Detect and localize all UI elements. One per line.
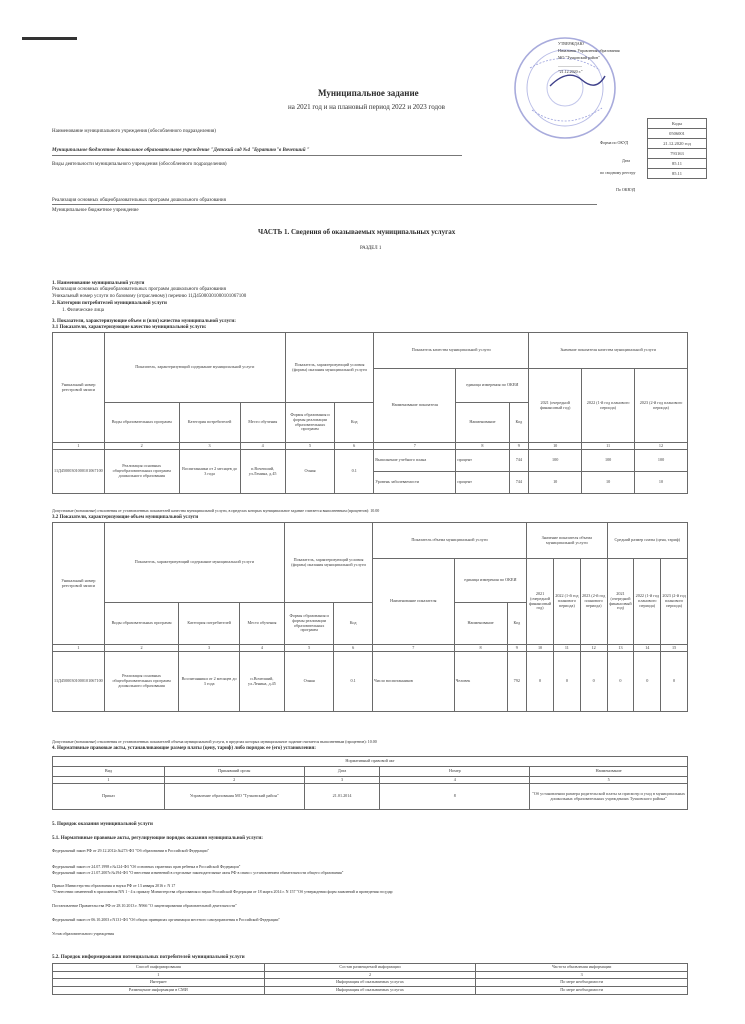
doc-title: Муниципальное задание: [318, 88, 419, 98]
header-cell: 2022 (1-й год планового периода): [582, 369, 635, 443]
table-cell: 0: [634, 652, 661, 712]
header-cell: Дата: [304, 767, 380, 777]
col-number: 12: [580, 645, 607, 652]
table-cell: Человек: [454, 652, 507, 712]
codes-header: Коды: [648, 119, 707, 129]
header-cell: Показатель объема муниципальной услуги: [372, 523, 526, 559]
header-cell: Наименование показателя: [372, 559, 454, 645]
col-number: 9: [507, 645, 527, 652]
code-cell: 0506001: [648, 129, 707, 139]
code-cell: 793163: [648, 149, 707, 159]
s51-title: 5.1. Нормативные правовые акты, регулирующие порядок оказания муниципальной услуги:: [52, 836, 263, 841]
law-line: Устав образовательного учреждения: [52, 931, 114, 936]
deviation-note: Допустимые (возможные) отклонения от установленных показателей качества муниципальной услуги, в пределах которых муниципальное задание считается выполненным (процентов): 10.00: [52, 508, 380, 513]
section-title: РАЗДЕЛ 1: [360, 246, 382, 251]
table-cell: Интернет: [53, 979, 265, 987]
header-cell: Номер: [380, 767, 530, 777]
activity-value: Реализация основных общеобразовательных программ дошкольного образования: [52, 198, 226, 203]
unique-number: Уникальный номер услуги по базовому (отраслевому) перечню 11Д45000301000101067100: [52, 294, 247, 299]
col-number: 5: [285, 443, 334, 450]
quality-table: [52, 332, 688, 494]
approval-line: УТВЕРЖДАЮ: [558, 41, 584, 46]
table-cell: 10: [582, 472, 635, 494]
header-cell: Принявший орган: [164, 767, 304, 777]
header-cell: Место обучения: [240, 403, 285, 443]
header-cell: Код: [334, 603, 373, 645]
header-cell: Категория потребителей: [179, 403, 240, 443]
header-cell: Средний размер платы (цена, тариф): [607, 523, 688, 559]
table-cell: Реализация основных общеобразовательных программ дошкольного образования: [104, 450, 179, 494]
header-cell: Показатель качества муниципальной услуги: [374, 333, 529, 369]
header-cell: Виды образовательных программ: [104, 403, 179, 443]
col-number: 1: [53, 443, 105, 450]
col-number: 3: [476, 972, 688, 979]
col-number: 6: [334, 645, 373, 652]
law-line: Федеральный закон РФ от 29.12.2012г.№273-ФЗ "Об образовании в Российской Федерации": [52, 848, 210, 853]
table-cell: 100: [582, 450, 635, 472]
col-number: 7: [372, 645, 454, 652]
col-number: 2: [104, 645, 179, 652]
table-cell: 0: [527, 652, 554, 712]
table-cell: процент: [456, 472, 509, 494]
header-cell: Формы образования и формы реализации образовательных программ: [285, 403, 334, 443]
header-cell: единица измерения по ОКЕИ: [456, 369, 529, 403]
header-cell: Показатель, характеризующий содержание муниципальной услуги: [104, 333, 285, 403]
code-cell: 21.12.2020 год: [648, 139, 707, 149]
header-cell: Нормативный правовой акт: [53, 757, 688, 767]
col-number: 13: [607, 645, 634, 652]
header-cell: Уникальный номер реестровой записи: [53, 333, 105, 443]
header-cell: 2023 (2-й год планового периода): [580, 559, 607, 645]
law-line: Постановление Правительства РФ от 28.10.2013 г. N966 "О лицензировании образовательной деятельности": [52, 903, 237, 908]
header-cell: 2023 (2-й год планового периода): [635, 369, 688, 443]
part1-title: ЧАСТЬ 1. Сведения об оказываемых муниципальных услугах: [258, 228, 456, 236]
table-cell: п.Вочепший, ул.Ленина, д.45: [239, 652, 284, 712]
s1-title: 1. Наименование муниципальной услуги: [52, 281, 145, 286]
volume-table: [52, 522, 688, 712]
header-cell: 2021 (очередной финансовый год): [529, 369, 582, 443]
header-cell: Наименование показателя: [374, 369, 456, 443]
col-number: 1: [53, 972, 265, 979]
table-cell: 0: [554, 652, 581, 712]
table-cell: Информация об оказываемых услугах: [264, 987, 476, 995]
s2-value: 1. Физические лица: [62, 308, 104, 313]
table-cell: 0.1: [334, 652, 373, 712]
header-cell: Значение показателя объема муниципальной услуги: [527, 523, 607, 559]
col-number: 6: [335, 443, 374, 450]
header-cell: 2021 (очередной финансовый год): [607, 559, 634, 645]
col-number: 2: [104, 443, 179, 450]
table-cell: Очная: [285, 450, 334, 494]
law-line: Приказ Министерства образования и науки РФ от 13 января 2016 г. N 17: [52, 883, 176, 888]
header-cell: 2021 (очередной финансовый год): [527, 559, 554, 645]
table-cell: 792: [507, 652, 527, 712]
deviation-note-volume: Допустимые (возможные) отклонения от установленных показателей объема муниципальной услуги, в пределах которых муниципальное задание считается выполненным (процентов): 10.00: [52, 739, 377, 744]
code-cell: 85.11: [648, 159, 707, 169]
col-number: 4: [239, 645, 284, 652]
table-cell: Очная: [285, 652, 334, 712]
activity-label: Виды деятельности муниципального учреждения (обособленного подразделения): [52, 162, 227, 167]
table-cell: Воспитанники от 2 месяцев до 3 года: [179, 652, 240, 712]
header-cell: Состав размещаемой информации: [264, 964, 476, 972]
col-number: 4: [240, 443, 285, 450]
s4-title: 4. Нормативные правовые акты, устанавливающие размер платы (цену, тариф) либо порядок ее (его) установления:: [52, 746, 316, 751]
s1-value: Реализация основных общеобразовательных программ дошкольного образования: [52, 287, 226, 292]
header-cell: Показатель, характеризующий условия (формы) оказания муниципальной услуги: [285, 333, 373, 403]
col-number: 11: [554, 645, 581, 652]
table-cell: Приказ: [53, 784, 165, 810]
header-cell: 2022 (1-й год планового периода): [634, 559, 661, 645]
table-cell: Уровень заболеваемости: [374, 472, 456, 494]
col-number: 12: [635, 443, 688, 450]
table-cell: 0.1: [335, 450, 374, 494]
col-number: 8: [456, 443, 509, 450]
law-line: Федеральный закон от 24.07.1998 г.№124-ФЗ "Об основных гарантиях прав ребенка в Российской Федерации": [52, 864, 241, 869]
s52-title: 5.2. Порядок информирования потенциальных потребителей муниципальной услуги: [52, 955, 245, 960]
code-label: Дата: [622, 158, 630, 163]
header-cell: Частота обновления информации: [476, 964, 688, 972]
header-cell: 2023 (2-й год планового периода): [661, 559, 688, 645]
table-cell: 10: [529, 472, 582, 494]
col-number: 9: [509, 443, 529, 450]
col-number: 3: [179, 443, 240, 450]
table-cell: 100: [529, 450, 582, 472]
doc-subtitle: на 2021 год и на плановый период 2022 и 2023 годов: [288, 103, 445, 111]
table-cell: п.Вочепший, ул.Ленина, д.45: [240, 450, 285, 494]
table-cell: Информация об оказываемых услугах: [264, 979, 476, 987]
table-cell: 21.01.2014: [304, 784, 380, 810]
table-cell: 11Д45000301000101067100: [53, 450, 105, 494]
header-cell: 2022 (1-й год планового периода): [554, 559, 581, 645]
s31-title: 3.1 Показатели, характеризующие качество муниципальной услуги:: [52, 325, 207, 330]
s32-title: 3.2 Показатели, характеризующие объем муниципальной услуги: [52, 515, 199, 520]
header-cell: Формы образования и формы реализации образовательных программ: [285, 603, 334, 645]
table-cell: 0: [607, 652, 634, 712]
approval-line: МО "Тучковский район": [558, 55, 600, 60]
org-type: Муниципальное бюджетное учреждение: [52, 208, 139, 213]
header-cell: Код: [507, 603, 527, 645]
header-cell: Наименование: [530, 767, 688, 777]
col-number: 1: [53, 645, 105, 652]
col-number: 7: [374, 443, 456, 450]
col-number: 5: [530, 777, 688, 784]
col-number: 4: [380, 777, 530, 784]
header-cell: Наименование: [456, 403, 509, 443]
table-cell: 11Д45000301000101067100: [53, 652, 105, 712]
approval-line: "21.12.2020 г.": [558, 69, 583, 74]
law-line: Федеральный закон от 21.07.2007г.№194-ФЗ "О внесении изменений в отдельные законодательные акты РФ в связи с установлением обязательности общего образования": [52, 870, 344, 875]
col-number: 11: [582, 443, 635, 450]
col-number: 5: [285, 645, 334, 652]
header-cell: Место обучения: [239, 603, 284, 645]
col-number: 2: [264, 972, 476, 979]
approval-line: Начальник Управления образования: [558, 48, 620, 53]
scan-mark: [22, 37, 77, 40]
approval-line: ____________: [558, 62, 582, 67]
header-cell: Уникальный номер реестровой записи: [53, 523, 105, 645]
table-cell: процент: [456, 450, 509, 472]
col-number: 1: [53, 777, 165, 784]
col-number: 3: [179, 645, 240, 652]
col-number: 10: [529, 443, 582, 450]
header-cell: Значение показателя качества муниципальной услуги: [529, 333, 688, 369]
table-cell: 8: [380, 784, 530, 810]
header-cell: Показатель, характеризующий условия (формы) оказания муниципальной услуги: [285, 523, 373, 603]
header-cell: единица измерения по ОКЕИ: [454, 559, 526, 603]
approval-block: [558, 40, 620, 75]
law-line: Федеральный закон от 06.10.2003 г.N131-ФЗ "Об общих принципах организации местного самоуправления в Российской Федерации": [52, 917, 281, 922]
code-label: по сводному реестру: [600, 170, 636, 175]
col-number: 3: [304, 777, 380, 784]
header-cell: Код: [509, 403, 529, 443]
table-cell: Управление образования МО "Тучковский район": [164, 784, 304, 810]
col-number: 15: [661, 645, 688, 652]
table-cell: Выполнение учебного плана: [374, 450, 456, 472]
table-cell: 744: [509, 450, 529, 472]
header-cell: Показатель, характеризующий содержание муниципальной услуги: [104, 523, 284, 603]
legal-acts-table: [52, 756, 688, 810]
header-cell: Код: [335, 403, 374, 443]
table-cell: Число воспитанников: [372, 652, 454, 712]
table-cell: По мере необходимости: [476, 987, 688, 995]
codes-table: [647, 118, 707, 179]
table-cell: 744: [509, 472, 529, 494]
table-cell: 100: [635, 450, 688, 472]
org-name: Муниципальное бюджетное дошкольное образовательное учреждение "Детский сад №4 "Буратино"в Вочепший ": [52, 148, 310, 153]
col-number: 14: [634, 645, 661, 652]
table-cell: По мере необходимости: [476, 979, 688, 987]
info-table: [52, 963, 688, 995]
header-cell: Способ информирования: [53, 964, 265, 972]
code-label: По ОКВЭД: [616, 187, 636, 192]
code-cell: 85.11: [648, 169, 707, 179]
table-cell: 0: [580, 652, 607, 712]
header-cell: Категория потребителей: [179, 603, 240, 645]
table-cell: Воспитанники от 2 месяцев до 3 года: [179, 450, 240, 494]
table-cell: Реализация основных общеобразовательных программ дошкольного образования: [104, 652, 179, 712]
s3-title: 3. Показатели, характеризующие объем и (или) качество муниципальной услуги:: [52, 319, 236, 324]
table-cell: Размещение информации в СМИ: [53, 987, 265, 995]
header-cell: Вид: [53, 767, 165, 777]
s2-title: 2. Категории потребителей муниципальной услуги: [52, 301, 167, 306]
table-cell: 0: [661, 652, 688, 712]
table-cell: 10: [635, 472, 688, 494]
col-number: 8: [454, 645, 507, 652]
col-number: 2: [164, 777, 304, 784]
header-cell: Наименование: [454, 603, 507, 645]
table-cell: "Об установлении размера родительской платы за присмотр и уход в муниципальных дошкольных образовательных учреждениях Тучковского района": [530, 784, 688, 810]
s5-title: 5. Порядок оказания муниципальной услуги: [52, 822, 153, 827]
col-number: 10: [527, 645, 554, 652]
law-line: "О внесении изменений в приложения NN 1 - 4 к приказу Министерства образования и науки Российской Федерации от 18 марта 2014 г. N 157 "Об утверждении форм заявлений и проведения государ: [52, 889, 393, 894]
header-cell: Виды образовательных программ: [104, 603, 179, 645]
code-label: Форма по ОКУД: [600, 140, 629, 145]
org-label: Наименование муниципального учреждения (обособленного подразделения): [52, 129, 216, 134]
